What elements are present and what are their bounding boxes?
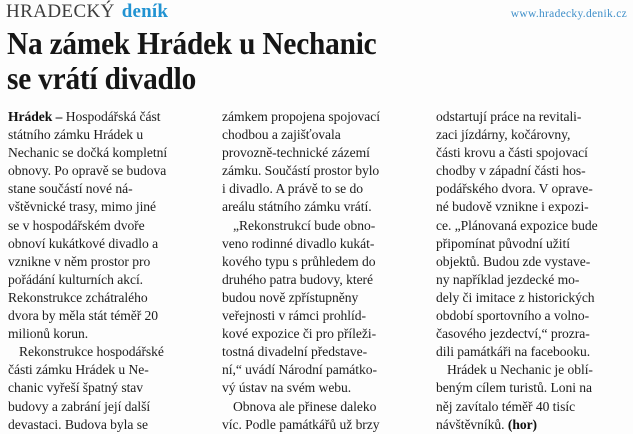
article-byline: (hor) xyxy=(507,416,538,432)
article-line: i divadlo. A právě to se do xyxy=(222,181,363,197)
article-line: zaci jízdárny, kočárovny, xyxy=(436,127,571,143)
masthead-logo xyxy=(6,2,168,21)
article-line: budou nově zpřístupněny xyxy=(222,289,359,305)
article-line: devastaci. Budova byla se xyxy=(8,416,148,432)
article-line: milionů korun. xyxy=(8,326,89,342)
article-line: dely či imitace z historických xyxy=(436,289,595,305)
article-line: návštěvníků. (hor) xyxy=(436,416,538,432)
article-line: státního zámku Hrádek u xyxy=(8,127,144,143)
article-line: ny například jezdecké mo- xyxy=(436,271,580,287)
article-line: období sportovního a volno- xyxy=(436,308,590,324)
article-line: vštěvnické trasy, mimo jiné xyxy=(8,199,157,215)
masthead-website-url: www.hradecky.denik.cz xyxy=(510,8,627,20)
article-column-2 xyxy=(222,108,418,432)
article-line: Hrádek – Hospodářská část xyxy=(8,109,161,124)
page-title xyxy=(7,26,579,96)
article-line: Nechanic se dočká kompletní xyxy=(8,145,168,161)
article-line: části krovu a části spojovací xyxy=(436,145,588,161)
article-line: areálu státního zámku vrátí. xyxy=(222,199,372,215)
article-line: časového jezdectví,“ prozra- xyxy=(436,326,590,342)
article-line: beným cílem turistů. Loni na xyxy=(436,380,593,396)
article-line: vznikne v něm prostor pro xyxy=(8,253,151,269)
article-body xyxy=(0,108,633,432)
article-line: něj zavítalo téměř 40 tisíc xyxy=(436,398,576,414)
article-line: zámku. Součástí prostor bylo xyxy=(222,163,380,179)
article-dateline: Hrádek – xyxy=(8,109,63,124)
article-line: chodbou a zajišťovala xyxy=(222,127,341,143)
headline-line-2: se vrátí divadlo xyxy=(7,61,197,96)
article-line: veno rodinné divadlo kukát- xyxy=(222,235,375,251)
article-line: kové expozice či pro příleži- xyxy=(222,326,377,342)
masthead xyxy=(6,2,627,24)
article-column-1 xyxy=(8,108,204,432)
article-line: veřejnosti v rámci prohlíd- xyxy=(222,308,366,324)
article-line: Rekonstrukce hospodářské xyxy=(19,344,164,360)
article-line: dvora by měla stát téměř 20 xyxy=(8,308,159,324)
article-line: kového typu s průhledem do xyxy=(222,253,376,269)
article-line: odstartují práce na revitali- xyxy=(436,109,582,124)
masthead-title-region: HRADECKÝ xyxy=(6,1,115,22)
article-line: obnoví kukátkové divadlo a xyxy=(8,235,159,251)
article-line: zámkem propojena spojovací xyxy=(222,109,380,124)
article-line: provozně-technické zázemí xyxy=(222,145,370,161)
article-line: „Rekonstrukcí bude obno- xyxy=(233,217,376,233)
article-line: Rekonstrukce zchátralého xyxy=(8,289,148,305)
headline-line-1: Na zámek Hrádek u Nechanic xyxy=(7,26,377,61)
article-line: Hrádek u Nechanic je oblí- xyxy=(447,362,593,378)
article-line: stane součástí nové ná- xyxy=(8,181,133,197)
article-line: druhého patra budovy, které xyxy=(222,271,374,287)
article-line: dili památkáři na facebooku. xyxy=(436,344,591,360)
masthead-title-brand: deník xyxy=(121,1,169,22)
article-column-3 xyxy=(436,108,628,432)
article-line: podářského dvora. V oprave- xyxy=(436,181,593,197)
article-line: né budově vznikne i expozi- xyxy=(436,199,589,215)
article-line: tostná divadelní představe- xyxy=(222,344,368,360)
article-line: víc. Podle památkářů už brzy xyxy=(222,416,380,432)
article-line: budovy a zabrání její další xyxy=(8,398,151,414)
article-line: objektů. Budou zde vystave- xyxy=(436,253,591,269)
article-line: ní,“ uvádí Národní památko- xyxy=(222,362,377,378)
article-line: Obnova ale přinese daleko xyxy=(233,398,377,414)
article-line: vý ústav na svém webu. xyxy=(222,380,352,396)
article-line: obnovy. Po opravě se budova xyxy=(8,163,167,179)
article-line: chodby v západní části hos- xyxy=(436,163,586,179)
article-line: pořádání kulturních akcí. xyxy=(8,271,144,287)
article-line: části zámku Hrádek u Ne- xyxy=(8,362,149,378)
article-line: připomínat původní užití xyxy=(436,235,570,251)
article-line: chanic vyřeší špatný stav xyxy=(8,380,144,396)
article-line: se v hospodářském dvoře xyxy=(8,217,145,233)
article-line: ce. „Plánovaná expozice bude xyxy=(436,217,598,233)
